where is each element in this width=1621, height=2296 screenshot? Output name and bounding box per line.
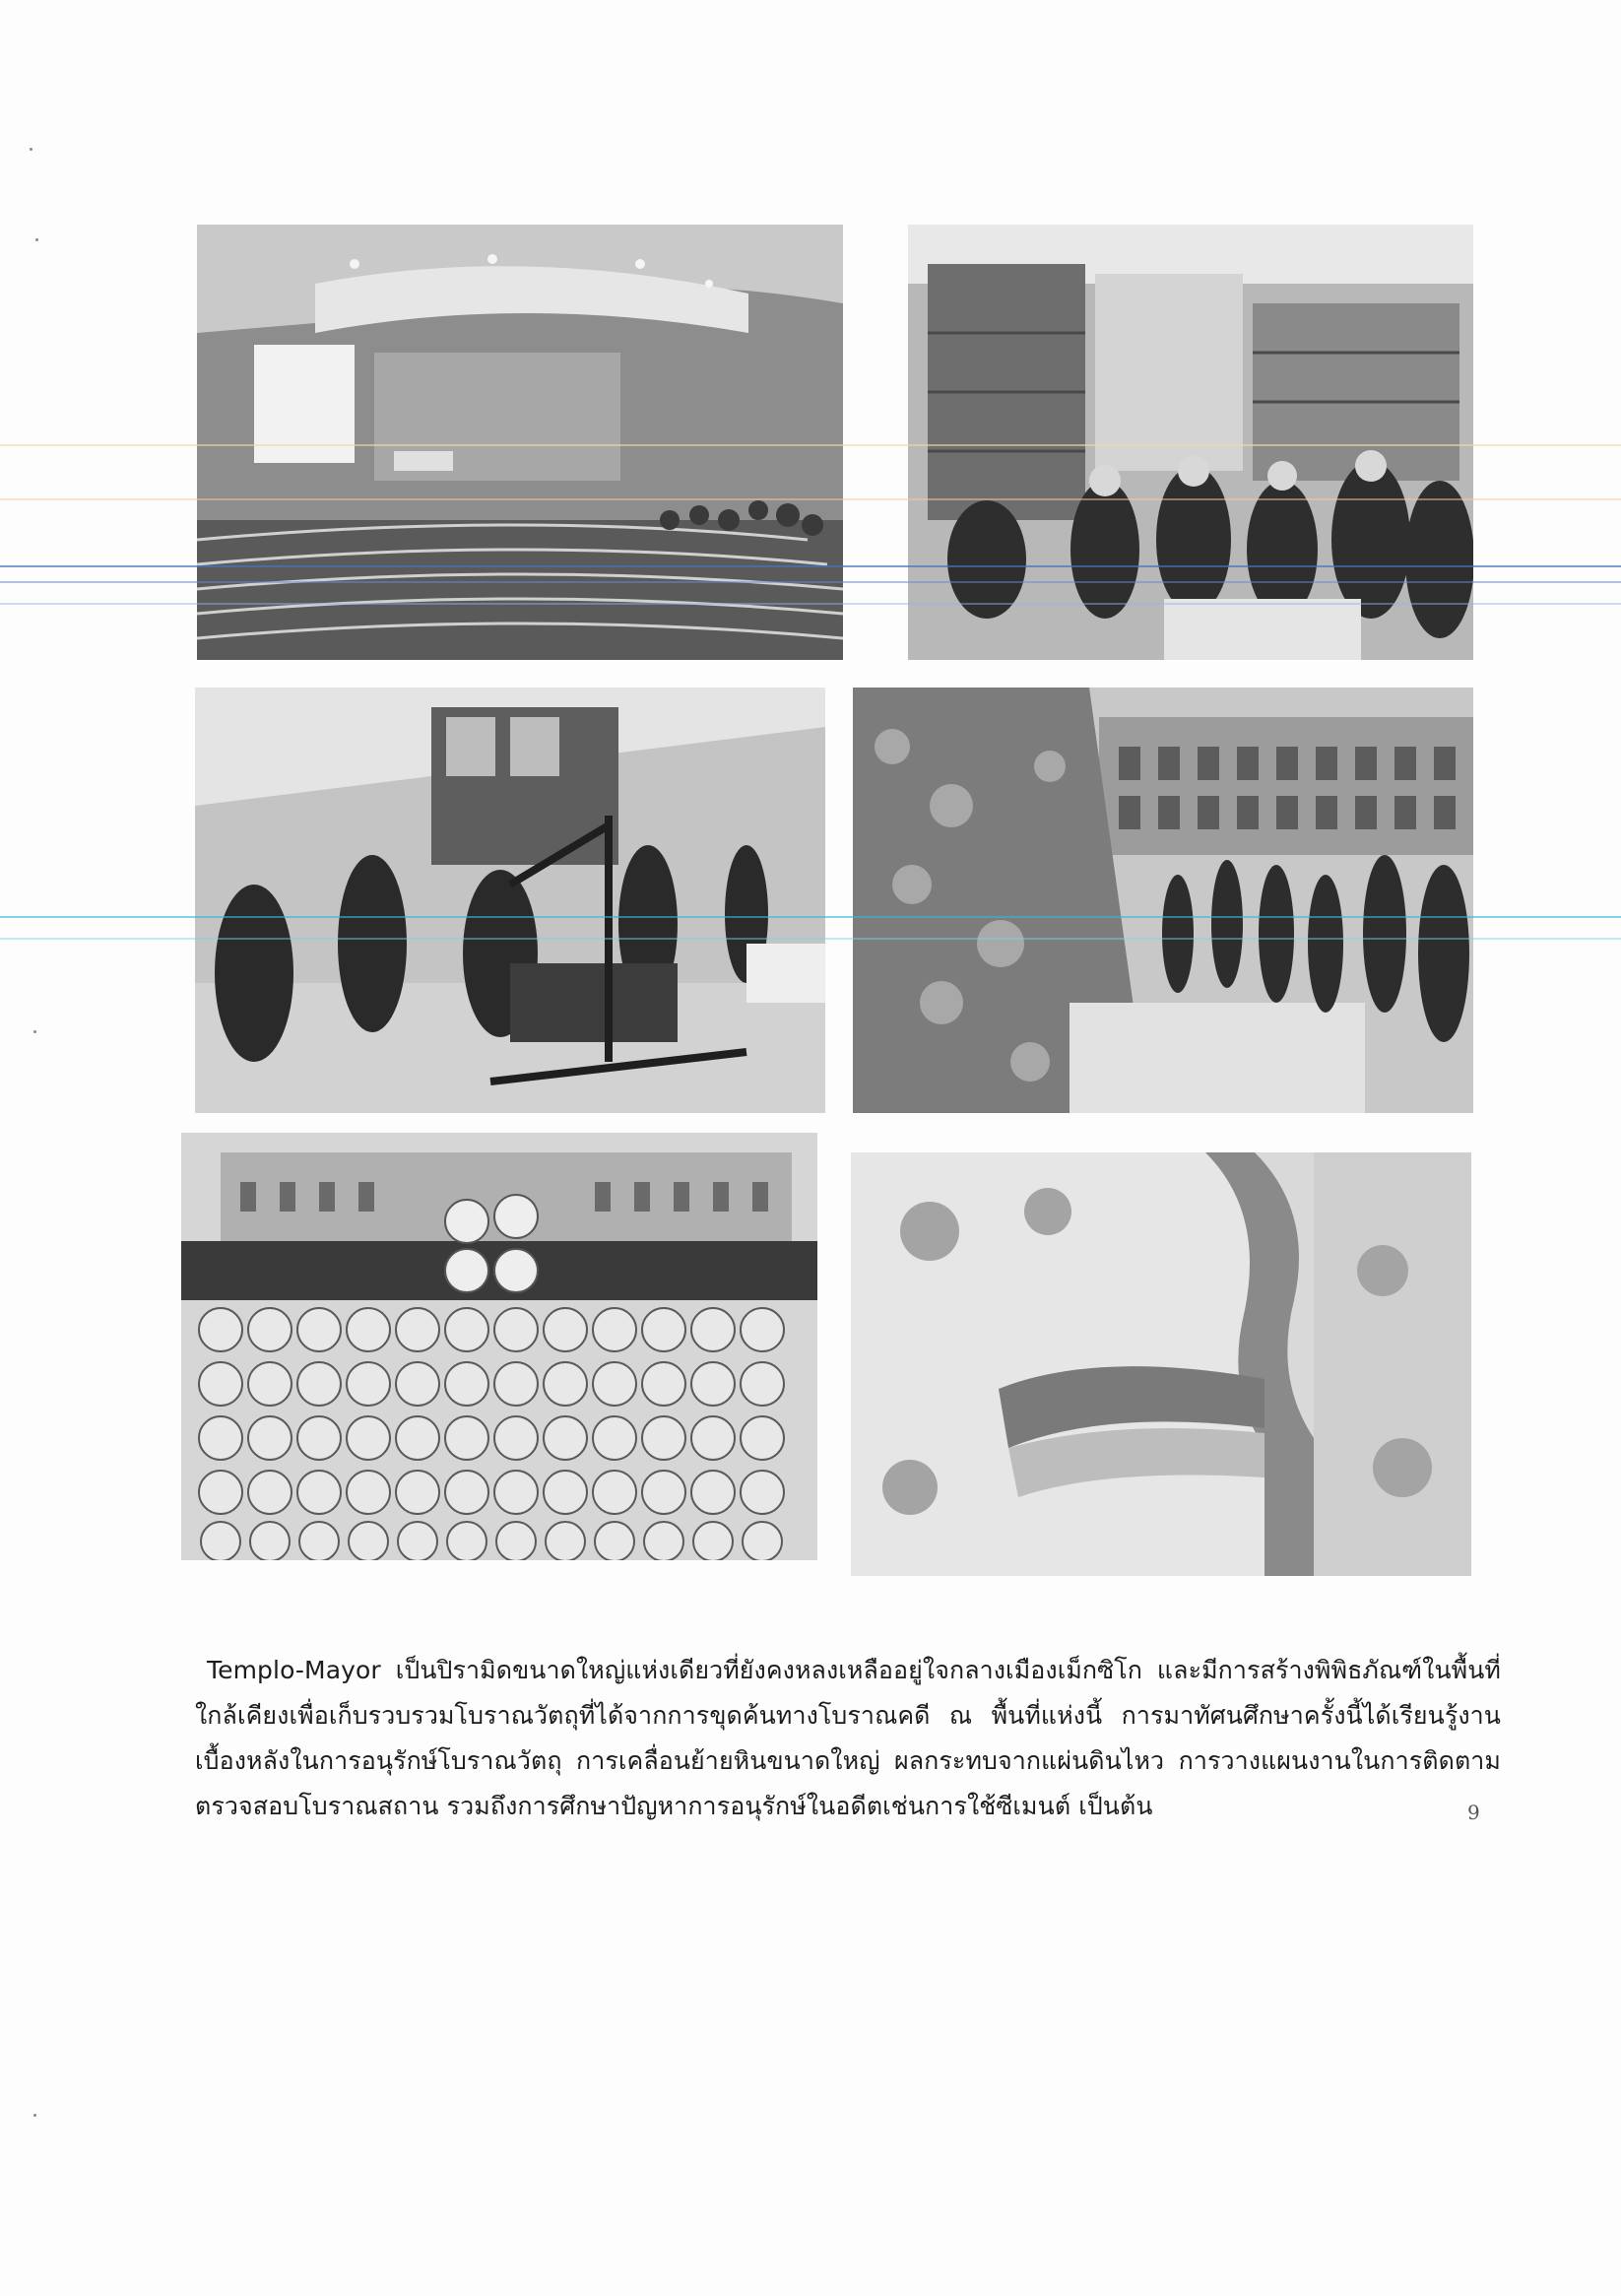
scan-speck: [33, 2114, 36, 2117]
scan-line: [0, 938, 1621, 940]
page-number: 9: [1467, 1801, 1480, 1824]
scan-speck: [35, 238, 38, 241]
scan-line: [0, 565, 1621, 567]
photo-auditorium: [197, 225, 843, 660]
scan-line: [0, 444, 1621, 446]
scan-line: [0, 581, 1621, 583]
photo-ruins-group: [853, 688, 1473, 1113]
photo-stone-closeup: [851, 1152, 1471, 1576]
scan-line: [0, 916, 1621, 918]
photo-storage-room: [908, 225, 1473, 660]
scan-speck: [30, 148, 32, 151]
scan-line: [0, 603, 1621, 605]
photo-stone-moving: [195, 688, 825, 1113]
scan-speck: [33, 1030, 36, 1033]
photo-skull-wall: [181, 1133, 817, 1560]
body-paragraph: Templo-Mayor เป็นปิรามิดขนาดใหญ่แห่งเดียวที่ยังคงหลงเหลืออยู่ใจกลางเมืองเม็กซิโก และมีการสร้างพิพิธภัณฑ์ในพื้นที่ใกล้เคียงเพื่อเก็บรวบรวมโบราณวัตถุที่ได้จากการขุดค้นทางโบราณคดี ณ พื้นที่แห่งนี้ การมาทัศนศึกษาครั้งนี้ได้เรียนรู้งานเบื้องหลังในการอนุรักษ์โบราณวัตถุ การเคลื่อนย้ายหินขนาดใหญ่ ผลกระทบจากแผ่นดินไหว การวางแผนงานในการติดตามตรวจสอบโบราณสถาน รวมถึงการศึกษาปัญหาการอนุรักษ์ในอดีตเช่นการใช้ซีเมนต์ เป็นต้น: [195, 1656, 1501, 1820]
scan-line: [0, 498, 1621, 500]
